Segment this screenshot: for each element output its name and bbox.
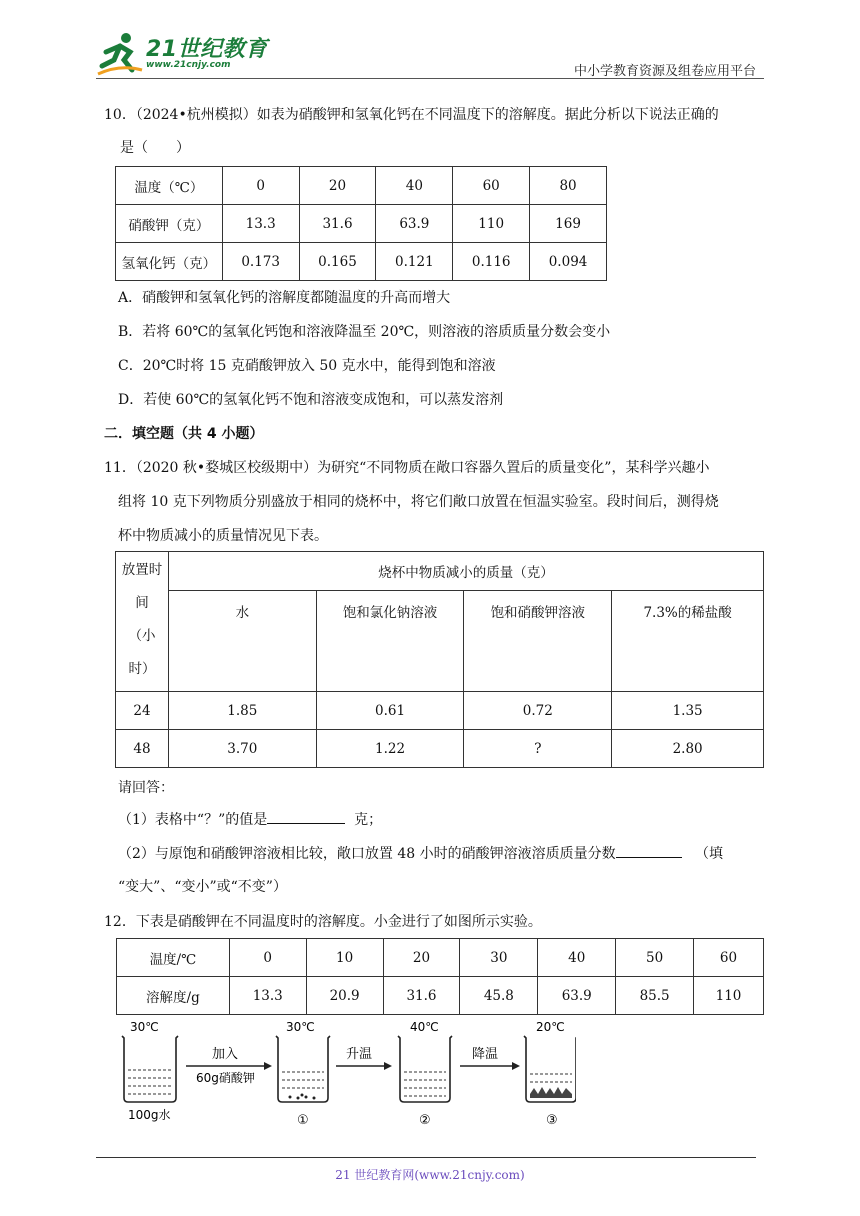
answer-blank[interactable] — [267, 823, 345, 824]
table-cell: 0.165 — [299, 243, 376, 281]
experiment-figure — [116, 1018, 576, 1130]
table-cell: 50 — [616, 939, 694, 977]
table-header-row — [116, 552, 764, 591]
table-row — [116, 205, 607, 243]
table-cell: 饱和硝酸钾溶液 — [464, 591, 612, 692]
time-header-line: 放置时 — [121, 562, 163, 578]
table-cell: 63.9 — [376, 205, 453, 243]
table-cell: 0.121 — [376, 243, 453, 281]
beaker-temp-label: 40℃ — [410, 1020, 439, 1034]
table-cell: 0 — [222, 167, 299, 205]
table-cell: 饱和氯化钠溶液 — [316, 591, 464, 692]
table-cell: 60 — [694, 939, 764, 977]
table-cell: 30 — [460, 939, 538, 977]
q10-option-a: A．硝酸钾和氢氧化钙的溶解度都随温度的升高而增大 — [118, 290, 451, 306]
q11-sub2-hint: （填 — [694, 846, 723, 862]
table-row — [116, 730, 764, 768]
q10-stem-line2: 是（ ） — [120, 140, 190, 156]
table-cell: 10 — [306, 939, 383, 977]
q11-sub2 — [118, 847, 723, 861]
header-divider — [96, 78, 764, 79]
table-cell: 0.61 — [316, 692, 464, 730]
beaker-temp-label: 30℃ — [286, 1020, 315, 1034]
beaker-icon — [276, 1020, 330, 1128]
arrow-label: 升温 — [346, 1047, 373, 1062]
q11-sub1-text: （1）表格中“？”的值是 — [118, 812, 268, 828]
q10-option-d: D．若使 60℃的氢氧化钙不饱和溶液变成饱和，可以蒸发溶剂 — [118, 392, 504, 408]
table-cell: 温度（℃） — [116, 167, 223, 205]
table-header-row — [116, 167, 607, 205]
footer-text: 21 世纪教育网(www.21cnjy.com) — [335, 1168, 525, 1182]
table-row — [116, 243, 607, 281]
table-cell: 2.80 — [612, 730, 764, 768]
table-cell: 20 — [383, 939, 460, 977]
table-cell: 1.85 — [168, 692, 316, 730]
table-cell-group-header: 烧杯中物质减小的质量（克） — [168, 552, 763, 591]
arrow-label: 加入 — [212, 1047, 239, 1062]
table-cell: 63.9 — [538, 977, 616, 1015]
time-header-line: （小 — [128, 628, 156, 644]
table-cell: 3.70 — [168, 730, 316, 768]
table-cell: 硝酸钾（克） — [116, 205, 223, 243]
section-title: 二．填空题（共 4 小题） — [104, 426, 264, 442]
table-cell: 80 — [530, 167, 607, 205]
arrow-icon — [186, 1046, 272, 1085]
table-cell: 20.9 — [306, 977, 383, 1015]
table-cell: 40 — [538, 939, 616, 977]
arrow-label: 降温 — [472, 1047, 499, 1062]
q10-option-c: C．20℃时将 15 克硝酸钾放入 50 克水中，能得到饱和溶液 — [118, 358, 496, 374]
q10-table — [115, 166, 607, 281]
table-cell: 48 — [116, 730, 169, 768]
table-header-row — [116, 591, 764, 692]
q12-stem: 12．下表是硝酸钾在不同温度时的溶解度。小金进行了如图所示实验。 — [104, 914, 542, 930]
table-cell: 24 — [116, 692, 169, 730]
q11-sub2-line2: “变大”、“变小”或“不变”） — [118, 879, 287, 895]
table-row — [117, 977, 764, 1015]
arrow-icon — [336, 1047, 392, 1070]
q10-option-b: B．若将 60℃的氢氧化钙饱和溶液降温至 20℃，则溶液的溶质质量分数会变小 — [118, 324, 611, 340]
q12-table — [116, 938, 764, 1015]
table-cell: 13.3 — [229, 977, 306, 1015]
table-cell: 1.35 — [612, 692, 764, 730]
time-header-line: 时） — [128, 661, 156, 677]
arrow-icon — [460, 1047, 520, 1070]
table-cell: 氢氧化钙（克） — [116, 243, 223, 281]
table-cell: 温度/℃ — [117, 939, 230, 977]
beaker-temp-label: 20℃ — [536, 1020, 565, 1034]
table-cell: 0 — [229, 939, 306, 977]
table-cell: 溶解度/g — [117, 977, 230, 1015]
q11-stem-line1: 11．（2020 秋•婺城区校级期中）为研究“不同物质在敞口容器久置后的质量变化”，某科学兴趣小 — [104, 460, 710, 476]
beaker-icon — [524, 1020, 576, 1128]
beaker-icon — [398, 1020, 452, 1128]
table-cell: 40 — [376, 167, 453, 205]
table-cell: 13.3 — [222, 205, 299, 243]
q11-table — [115, 551, 764, 768]
table-cell: 110 — [694, 977, 764, 1015]
table-cell: 85.5 — [616, 977, 694, 1015]
table-cell: 110 — [453, 205, 530, 243]
table-cell: 31.6 — [383, 977, 460, 1015]
table-cell: 水 — [168, 591, 316, 692]
q11-sub1-unit: 克； — [354, 812, 383, 828]
q11-sub2-text: （2）与原饱和硝酸钾溶液相比较，敞口放置 48 小时的硝酸钾溶液溶质质量分数 — [118, 846, 616, 862]
step-number: ③ — [546, 1113, 558, 1128]
table-cell: 20 — [299, 167, 376, 205]
table-cell: 0.094 — [530, 243, 607, 281]
time-header-line: 间 — [135, 595, 149, 611]
step-number: ① — [297, 1113, 309, 1128]
q11-sub1 — [118, 813, 382, 827]
logo-url: www.21cnjy.com — [146, 60, 231, 70]
q11-stem-line2: 组将 10 克下列物质分别盛放于相同的烧杯中，将它们敞口放置在恒温实验室。段时间后，测得烧 — [118, 494, 719, 510]
q11-prompt: 请回答： — [118, 780, 174, 796]
answer-blank[interactable] — [616, 857, 682, 858]
table-cell: 45.8 — [460, 977, 538, 1015]
q11-stem-line3: 杯中物质减小的质量情况见下表。 — [118, 528, 328, 544]
beaker-temp-label: 30℃ — [130, 1020, 159, 1034]
beaker-icon — [122, 1020, 178, 1122]
table-header-row — [117, 939, 764, 977]
table-cell: 1.22 — [316, 730, 464, 768]
table-cell-time-header — [116, 552, 169, 692]
logo — [96, 30, 271, 78]
arrow-label: 60g硝酸钾 — [196, 1071, 255, 1085]
table-cell: 7.3%的稀盐酸 — [612, 591, 764, 692]
table-cell: ? — [464, 730, 612, 768]
table-cell: 169 — [530, 205, 607, 243]
footer-divider — [96, 1157, 756, 1158]
table-cell: 0.72 — [464, 692, 612, 730]
table-cell: 0.116 — [453, 243, 530, 281]
table-cell: 0.173 — [222, 243, 299, 281]
water-label: 100g水 — [128, 1108, 171, 1122]
table-cell: 60 — [453, 167, 530, 205]
header-platform-text: 中小学教育资源及组卷应用平台 — [573, 64, 756, 79]
table-row — [116, 692, 764, 730]
runner-logo-icon — [96, 30, 144, 76]
step-number: ② — [419, 1113, 431, 1128]
q10-stem-line1: 10．（2024•杭州模拟）如表为硝酸钾和氢氧化钙在不同温度下的溶解度。据此分析以下说法正确的 — [104, 107, 719, 123]
logo-text: 21世纪教育 — [146, 37, 268, 62]
table-cell: 31.6 — [299, 205, 376, 243]
